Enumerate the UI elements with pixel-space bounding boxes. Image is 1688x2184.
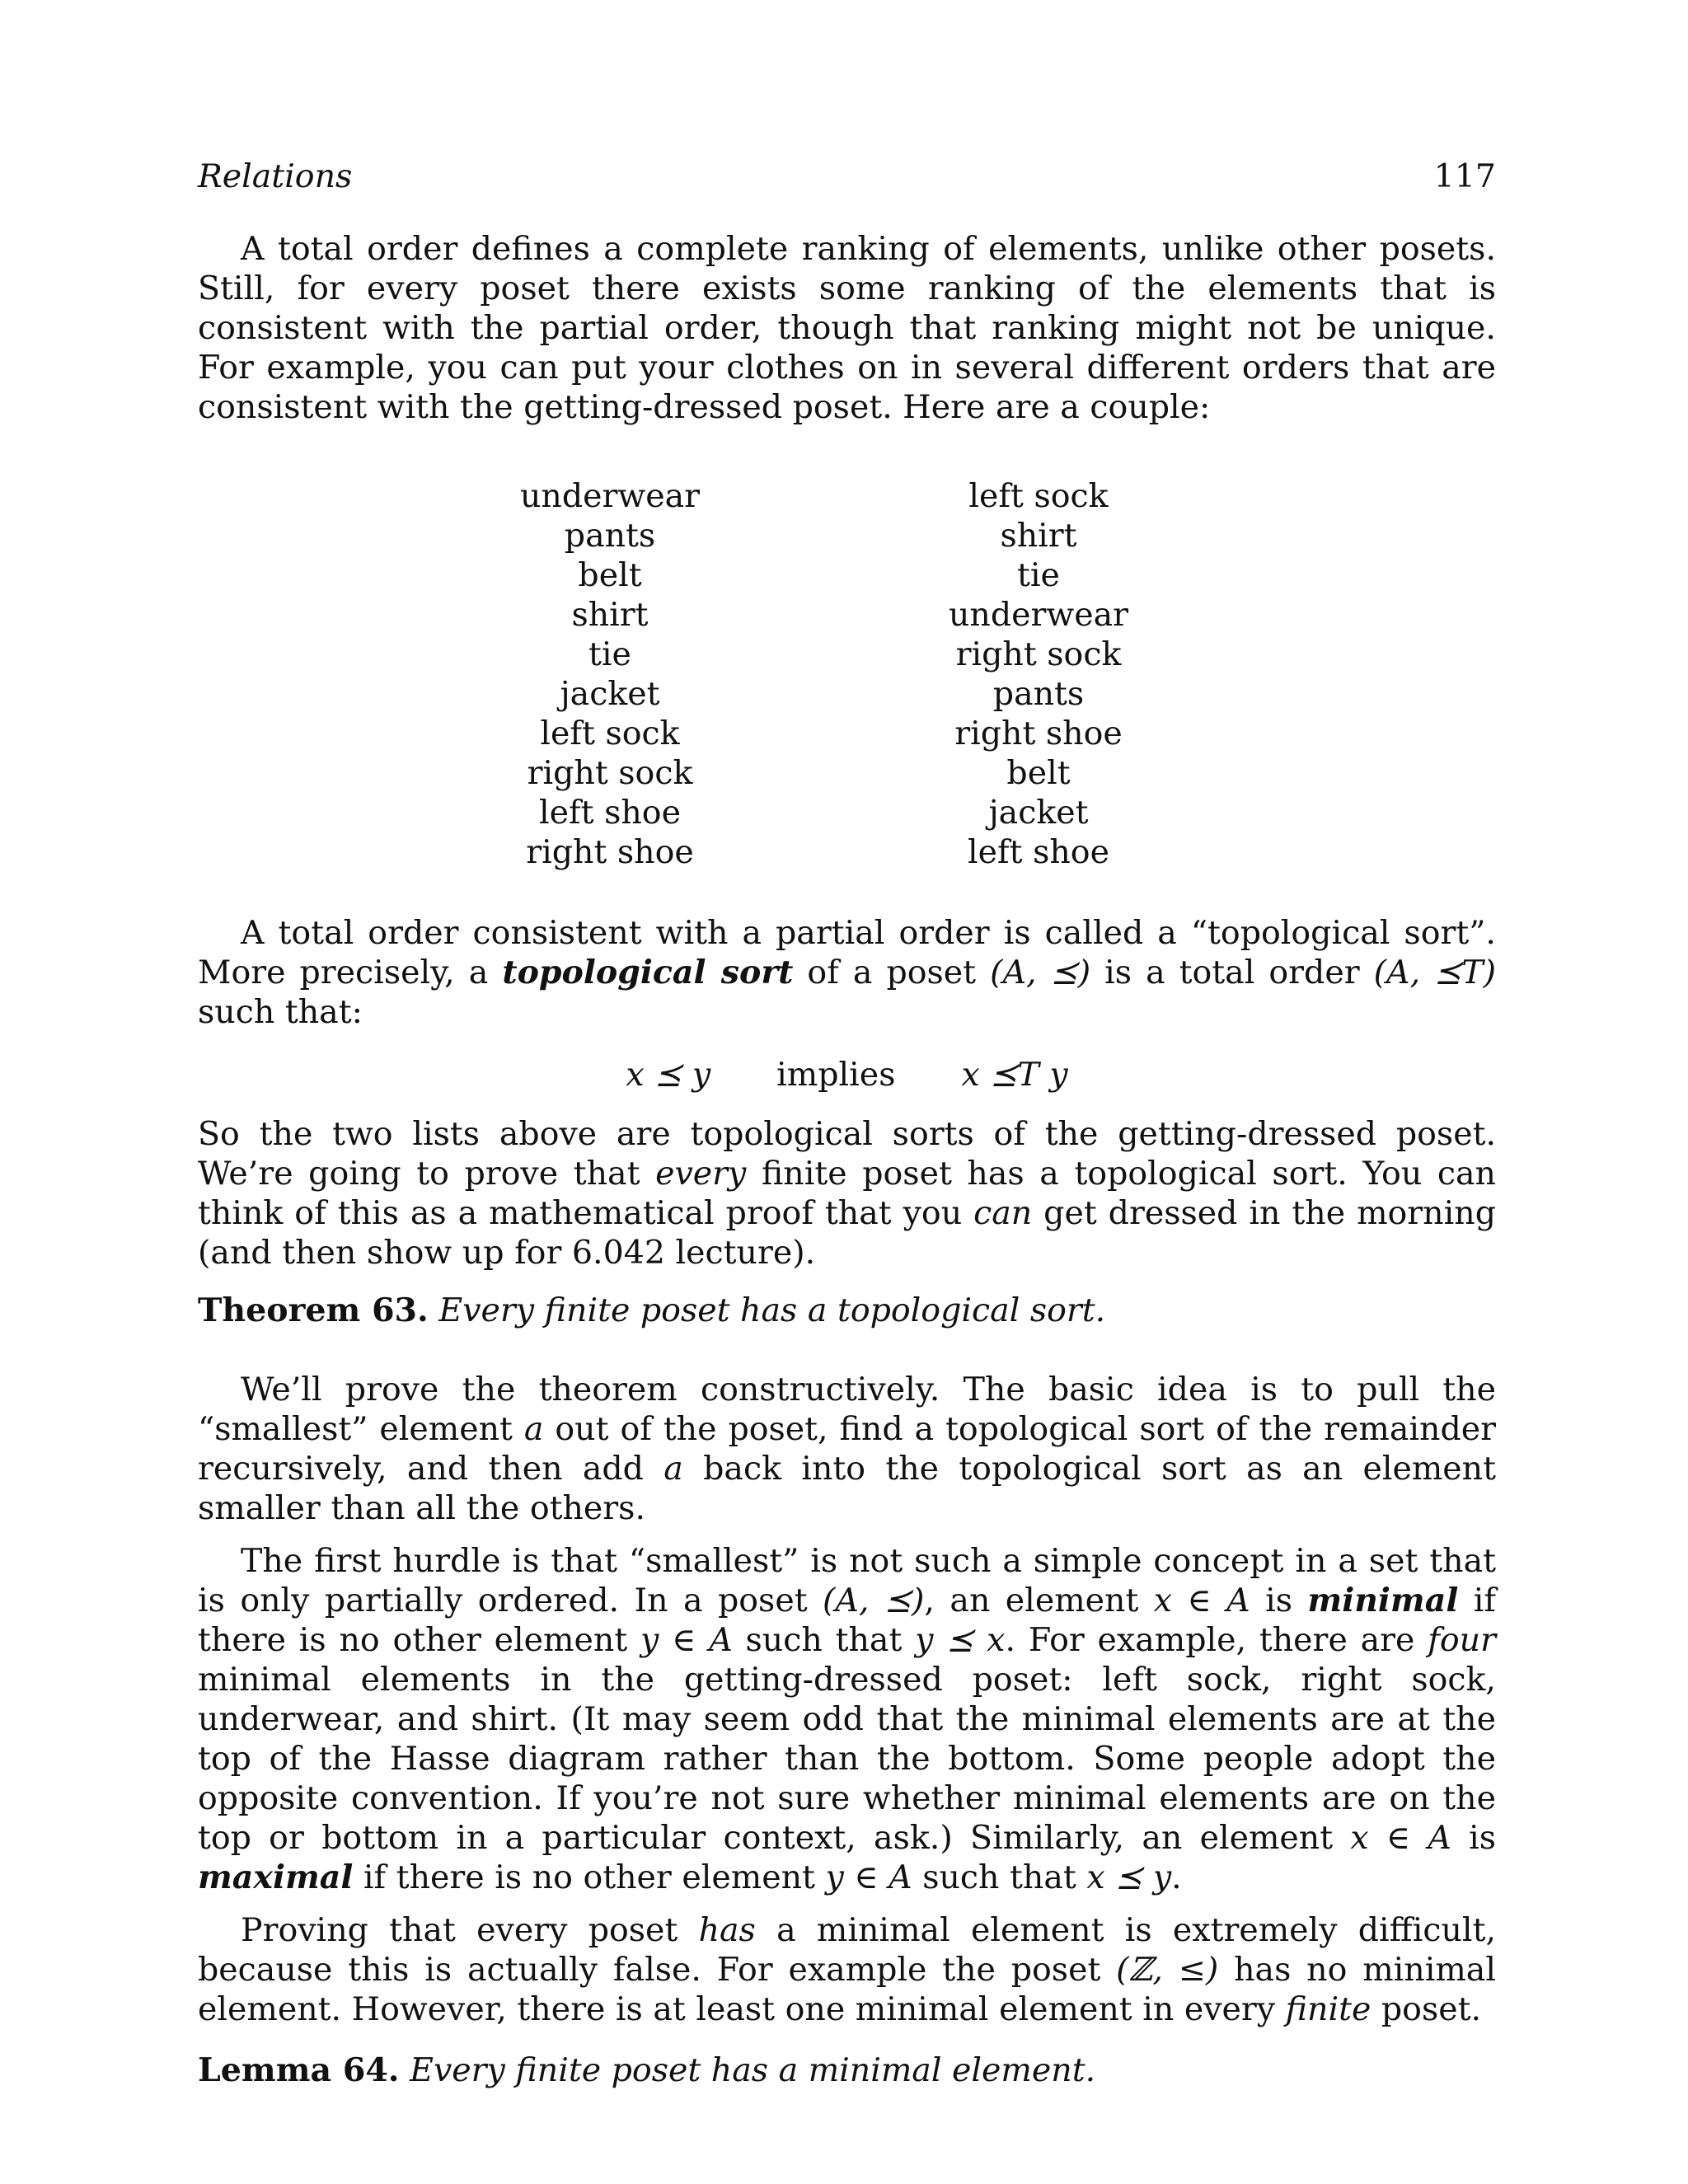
page-number: 117 xyxy=(1433,157,1496,195)
left-list-item: belt xyxy=(578,556,642,594)
left-list-item: tie xyxy=(588,635,631,673)
left-list-item: shirt xyxy=(571,596,649,634)
right-list-item: belt xyxy=(1006,754,1071,792)
right-list-item: underwear xyxy=(948,596,1129,634)
running-title: Relations xyxy=(198,157,353,195)
equation-implies: implies xyxy=(776,1056,896,1094)
paragraph-intro-text: A total order defines a complete ranking of elements, unlike other posets. Still, for every poset there exists some ranking of the elements that is consistent with the partial order, though that ranking might not be unique. For example, you can put your clothes on in several different orders that are consistent with the getting-dressed poset. Here are a couple: xyxy=(198,230,1496,426)
running-header xyxy=(198,157,1496,196)
left-list-item: jacket xyxy=(560,675,660,713)
paragraph-proof-idea: We’ll prove the theorem constructively. The basic idea is to pull the “smallest” element a out of the poset, find a topological sort of the remainder recursively, and then add a back into the topological sort as an element smaller than all the others. xyxy=(198,1371,1496,1527)
paragraph-finite: Proving that every poset has a minimal element is extremely difficult, because this is actually false. For example the poset (ℤ, ≤) has no minimal element. However, there is at least one minimal element in every finite poset. xyxy=(198,1911,1496,2028)
order-list-left xyxy=(396,476,824,872)
paragraph-minimal: The first hurdle is that “smallest” is not such a simple concept in a set that is only partially ordered. In a poset (A, ⪯), an element x ∈ A is minimal if there is no other element y ∈ A such that y ⪯ x. For example, there are four minimal elements in the getting-dressed poset: left sock, right sock, underwear, and shirt. (It may seem odd that the minimal elements are at the top of the Hasse diagram rather than the bottom. Some people adopt the opposite convention. If you’re not sure whether minimal elements are on the top or bottom in a particular context, ask.) Similarly, an element x ∈ A is maximal if there is no other element y ∈ A such that x ⪯ y. xyxy=(198,1542,1497,1896)
right-list-item: right sock xyxy=(955,635,1122,673)
math-poset: (A, ⪯) xyxy=(990,954,1091,991)
theorem-body: Every finite poset has a topological sort. xyxy=(438,1291,1106,1329)
equation-left: x ⪯ y xyxy=(626,1056,711,1094)
term-topological-sort: topological sort xyxy=(502,954,794,991)
right-list-item: left sock xyxy=(968,477,1109,515)
theorem-63 xyxy=(198,1291,1496,1330)
paragraph-intro xyxy=(198,229,1496,427)
left-list-item: pants xyxy=(564,517,656,555)
left-list-item: underwear xyxy=(519,477,701,515)
lemma-64 xyxy=(198,2050,1496,2090)
right-list-item: tie xyxy=(1017,556,1060,594)
theorem-label: Theorem 63. xyxy=(198,1291,429,1329)
lemma-label: Lemma 64. xyxy=(198,2051,400,2089)
lemma-body: Every finite poset has a minimal element. xyxy=(410,2051,1096,2089)
left-list-item: right sock xyxy=(527,754,693,792)
display-equation xyxy=(198,1055,1496,1094)
right-list-item: left shoe xyxy=(968,833,1109,871)
paragraph-definition: A total order consistent with a partial order is called a “topological sort”. More precisely, a topological sort of a poset (A, ⪯) is a total order (A, ⪯T) such that: xyxy=(198,914,1497,1031)
equation-right: x ⪯T y xyxy=(961,1056,1068,1094)
order-list-right xyxy=(824,476,1253,872)
left-list-item: left shoe xyxy=(539,794,681,832)
term-minimal: minimal xyxy=(1307,1582,1459,1619)
paragraph-lists-are-sorts: So the two lists above are topological sorts of the getting-dressed poset. We’re going to prove that every finite poset has a topological sort. You can think of this as a mathematical proof that you can get dressed in the morning (and then show up for 6.042 lecture). xyxy=(198,1115,1496,1272)
left-list-item: left sock xyxy=(540,715,680,752)
right-list-item: right shoe xyxy=(954,715,1123,752)
left-list-item: right shoe xyxy=(526,833,694,871)
dressing-orders xyxy=(198,476,1496,872)
right-list-item: shirt xyxy=(1000,517,1077,555)
right-list-item: pants xyxy=(992,675,1085,713)
math-total-order: (A, ⪯T) xyxy=(1373,954,1497,991)
term-maximal: maximal xyxy=(198,1858,354,1896)
right-list-item: jacket xyxy=(988,794,1089,832)
page xyxy=(198,157,1496,2130)
